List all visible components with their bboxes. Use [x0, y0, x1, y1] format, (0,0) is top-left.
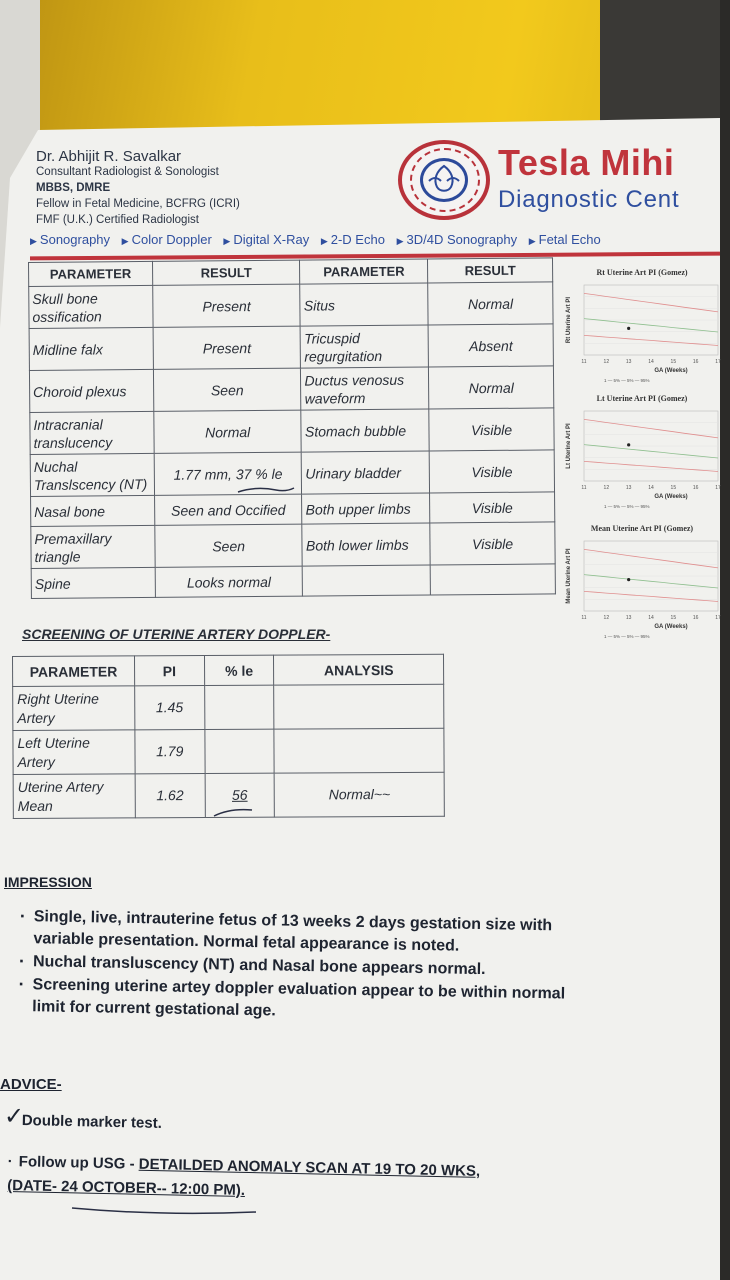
doppler-heading: SCREENING OF UTERINE ARTERY DOPPLER- — [22, 626, 331, 642]
chart-legend: 1 — 5% — 5% — 95% — [604, 504, 650, 509]
result-cell: Normal — [429, 366, 554, 409]
chart-legend: 1 — 5% — 5% — 95% — [604, 634, 650, 639]
parameter-cell: Ductus venosus waveform — [301, 367, 429, 410]
triangle-bullet-icon: ▶ — [30, 236, 37, 246]
logo-emblem — [420, 158, 468, 202]
center-subtitle: Diagnostic Cent — [498, 186, 680, 213]
x-tick-label: 16 — [692, 485, 699, 491]
background-dark-area — [600, 0, 720, 130]
result-cell — [430, 564, 555, 595]
result-cell: Seen — [153, 368, 301, 411]
x-tick-label: 15 — [670, 485, 677, 491]
percentile-cell — [204, 685, 274, 729]
x-axis-label: GA (Weeks) — [654, 624, 688, 630]
parameter-cell: Nasal bone — [31, 495, 155, 526]
column-header: RESULT — [152, 260, 300, 285]
analysis-cell — [274, 684, 444, 729]
doctor-title: Consultant Radiologist & Sonologist — [36, 166, 219, 178]
table-row — [29, 282, 553, 329]
result-cell: Visible — [430, 492, 555, 523]
column-header: RESULT — [428, 258, 553, 283]
service-item: ▶ Fetal Echo — [528, 232, 601, 247]
pi-cell: 1.62 — [135, 773, 205, 817]
x-tick-label: 12 — [603, 615, 610, 621]
column-header: % le — [204, 655, 274, 685]
x-tick-label: 14 — [648, 615, 654, 621]
table-row — [31, 564, 555, 599]
result-cell: Visible — [429, 408, 554, 451]
doppler-table — [12, 654, 445, 819]
parameter-cell: Uterine Artery Mean — [13, 774, 135, 819]
chart-title: Rt Uterine Art PI (Gomez) — [596, 268, 688, 277]
impression-point: · Nuchal transluscency (NT) and Nasal bone appears normal. — [19, 951, 579, 983]
percentile-50-line — [584, 319, 718, 332]
triangle-bullet-icon: ▶ — [528, 236, 536, 246]
parameter-cell: Premaxillary triangle — [31, 525, 155, 568]
advice-heading: ADVICE- — [0, 1076, 62, 1093]
triangle-bullet-icon: ▶ — [121, 236, 129, 246]
data-point — [627, 327, 630, 330]
table-row — [31, 522, 555, 569]
impression-point: · Screening uterine artey doppler evaluation appear to be within normal limit for current gestational age. — [18, 974, 579, 1028]
table-row — [29, 366, 553, 413]
x-tick-label: 13 — [625, 615, 632, 621]
parameter-cell: Nuchal Translscency (NT) — [30, 453, 154, 496]
mean-uterine-chart-plot — [562, 533, 722, 649]
result-cell: 1.77 mm, 37 % le — [154, 452, 302, 495]
table-header-row — [13, 654, 444, 686]
x-tick-label: 15 — [670, 615, 677, 621]
parameter-cell: Skull bone ossification — [29, 285, 153, 328]
x-axis-label: GA (Weeks) — [654, 368, 688, 374]
advice-item: Double marker test. — [21, 1112, 163, 1132]
x-tick-label: 12 — [603, 485, 610, 491]
y-axis-label: Rt Uterine Art PI — [566, 296, 572, 344]
impression-point: · Single, live, intrauterine fetus of 13 weeks 2 days gestation size with variable presentation. Normal fetal appearance is noted. — [19, 906, 580, 960]
y-axis-label: Mean Uterine Art PI — [566, 548, 572, 604]
percentile-cell: 56 — [205, 773, 275, 817]
parameter-cell: Urinary bladder — [302, 451, 430, 494]
chart-title: Lt Uterine Art PI (Gomez) — [596, 394, 688, 403]
result-cell: Normal — [428, 282, 553, 325]
x-tick-label: 11 — [581, 615, 587, 621]
doctor-degrees: MBBS, DMRE — [36, 182, 111, 194]
result-cell: Present — [153, 284, 301, 327]
percentile-50-line — [584, 445, 718, 458]
rt-uterine-chart — [562, 268, 722, 393]
table-row — [13, 728, 444, 774]
column-header: PARAMETER — [300, 259, 428, 284]
analysis-cell: Normal~~ — [275, 772, 445, 817]
column-header: PARAMETER — [29, 261, 153, 286]
advice-date: (DATE- 24 OCTOBER-- 12:00 PM). — [7, 1176, 246, 1199]
column-header: PI — [134, 655, 204, 685]
parameter-cell: Both lower limbs — [302, 523, 430, 566]
x-tick-label: 17 — [715, 485, 721, 491]
center-name: Tesla Mihi — [498, 142, 675, 183]
result-cell: Seen and Occified — [154, 494, 302, 525]
percentile-5-line — [584, 335, 718, 345]
parameter-cell: Midline falx — [29, 327, 153, 370]
x-tick-label: 16 — [692, 359, 699, 365]
result-cell: Present — [153, 326, 301, 369]
parameter-cell: Situs — [300, 283, 428, 326]
service-item: ▶ Color Doppler — [121, 232, 212, 247]
chart-title: Mean Uterine Art PI (Gomez) — [590, 524, 694, 533]
service-item: ▶ 2-D Echo — [320, 232, 385, 247]
impression-list — [18, 906, 580, 1029]
x-tick-label: 15 — [670, 359, 677, 365]
fetal-parameters-table — [28, 257, 556, 599]
chart-legend: 1 — 5% — 5% — 95% — [604, 378, 650, 383]
x-tick-label: 14 — [648, 359, 654, 365]
parameter-cell: Stomach bubble — [301, 409, 429, 452]
x-tick-label: 16 — [692, 615, 699, 621]
parameter-cell: Right Uterine Artery — [13, 686, 135, 731]
result-cell: Looks normal — [155, 566, 303, 597]
x-tick-label: 12 — [603, 359, 610, 365]
table-row — [13, 684, 444, 730]
triangle-bullet-icon: ▶ — [223, 236, 231, 246]
result-cell: Seen — [155, 524, 303, 567]
column-header: ANALYSIS — [274, 654, 444, 685]
parameter-cell: Choroid plexus — [29, 369, 153, 412]
bullet-icon: · — [7, 1152, 13, 1171]
parameter-cell: Both upper limbs — [302, 493, 430, 524]
percentile-95-line — [584, 549, 718, 568]
triangle-bullet-icon: ▶ — [396, 236, 404, 246]
service-item: ▶ Digital X-Ray — [223, 232, 310, 247]
percentile-5-line — [584, 461, 718, 471]
percentile-cell — [205, 729, 275, 773]
result-cell: Absent — [428, 324, 553, 367]
center-logo — [398, 140, 490, 220]
pen-underline-mark — [212, 804, 256, 820]
parameter-cell — [303, 565, 431, 596]
result-cell: Normal — [154, 410, 302, 453]
x-tick-label: 11 — [581, 359, 587, 365]
pi-cell: 1.45 — [134, 685, 204, 729]
x-axis-label: GA (Weeks) — [654, 494, 688, 500]
mean-uterine-chart — [562, 524, 722, 649]
service-item: ▶ 3D/4D Sonography — [396, 232, 518, 247]
x-tick-label: 17 — [715, 615, 721, 621]
doctor-name: Dr. Abhijit R. Savalkar — [36, 148, 182, 165]
parameter-cell: Spine — [31, 567, 155, 598]
data-point — [627, 443, 630, 446]
analysis-cell — [274, 728, 444, 773]
result-cell: Visible — [429, 450, 554, 493]
x-tick-label: 17 — [715, 359, 721, 365]
rt-uterine-chart-plot — [562, 277, 722, 393]
service-item: ▶ Sonography — [30, 232, 111, 247]
doctor-fellowship: Fellow in Fetal Medicine, BCFRG (ICRI) — [36, 198, 240, 210]
x-tick-label: 13 — [625, 485, 632, 491]
percentile-95-line — [584, 419, 718, 438]
percentile-5-line — [584, 591, 718, 601]
triangle-bullet-icon: ▶ — [320, 236, 328, 246]
advice-item: · Follow up USG - DETAILDED ANOMALY SCAN AT 19 TO 20 WKS, (DATE- 24 OCTOBER-- 12:00 PM). — [7, 1152, 481, 1199]
services-bar — [30, 232, 730, 254]
percentile-95-line — [584, 293, 718, 312]
x-tick-label: 13 — [625, 359, 632, 365]
impression-heading: IMPRESSION — [4, 874, 92, 890]
doctor-certification: FMF (U.K.) Certified Radiologist — [36, 214, 199, 226]
table-row — [30, 408, 554, 455]
x-tick-label: 14 — [648, 485, 654, 491]
pen-underline-mark — [70, 1204, 260, 1218]
y-axis-label: Lt Uterine Art PI — [566, 423, 572, 469]
result-cell: Visible — [430, 522, 555, 565]
parameter-cell: Intracranial translucency — [30, 411, 154, 454]
lt-uterine-chart-plot — [562, 403, 722, 519]
pen-underline-mark — [236, 484, 296, 498]
column-header: PARAMETER — [13, 656, 135, 687]
pi-cell: 1.79 — [135, 729, 205, 773]
checkmark-icon: ✓ — [4, 1103, 25, 1130]
lt-uterine-chart — [562, 394, 722, 519]
logo-figure-icon — [423, 161, 465, 199]
parameter-cell: Left Uterine Artery — [13, 730, 135, 775]
table-row — [29, 324, 553, 371]
data-point — [627, 578, 630, 581]
percentile-50-line — [584, 575, 718, 588]
x-tick-label: 11 — [581, 485, 587, 491]
parameter-cell: Tricuspid regurgitation — [301, 325, 429, 368]
